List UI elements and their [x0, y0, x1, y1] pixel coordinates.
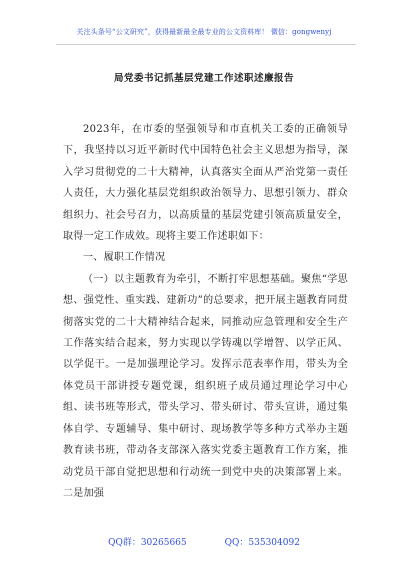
- header-divider: [56, 44, 356, 45]
- footer-contact: [0, 535, 408, 548]
- document-body: [63, 119, 348, 504]
- footer-qq-number: QQ：535304092: [224, 538, 300, 548]
- paragraph-section-1: （一）以主题教育为牵引，不断打牢思想基础。聚焦“学思想、强党性、重实践、建新功”的总要求，把开展主题教育同贯彻落实党的二十大精神结合起来，同推动应急管理和安全生产工作落实结合起来，努力实现以学铸魂以学增智、以学正风、以学促干。一是加强理论学习。发挥示范表率作用，带头为全体党员干部讲授专题党课，组织班子成员通过理论学习中心组、读书班等形式，带头学习、带头研讨、带头宣讲，通过集体自学、专题辅导、集中研讨、现场教学等多种方式举办主题教育读书班，带动各支部深入落实党委主题教育工作方案，推动党员干部自觉把思想和行动统一到党中央的决策部署上来。二是加强: [63, 273, 348, 499]
- paragraph-intro: 2023年，在市委的坚强领导和市直机关工委的正确领导下，我坚持以习近平新时代中国特色社会主义思想为指导，深入学习贯彻党的二十大精神，认真落实全面从严治党第一责任人责任，大力强化基层党组织政治领导力、思想引领力、群众组织力、社会号召力，以高质量的基层党建引领高质量安全，取得一定工作成效。现将主要工作述职如下：: [63, 124, 348, 243]
- header-notice: 关注头条号“公文研究”，获得最新最全最专业的公文资料库！ 微信：gongwenyj: [76, 28, 332, 36]
- document-title: 局党委书记抓基层党建工作述职述廉报告: [113, 73, 294, 84]
- section-heading: 一、履职工作情况: [83, 252, 166, 264]
- footer-qq-group: QQ群：30265665: [108, 538, 187, 548]
